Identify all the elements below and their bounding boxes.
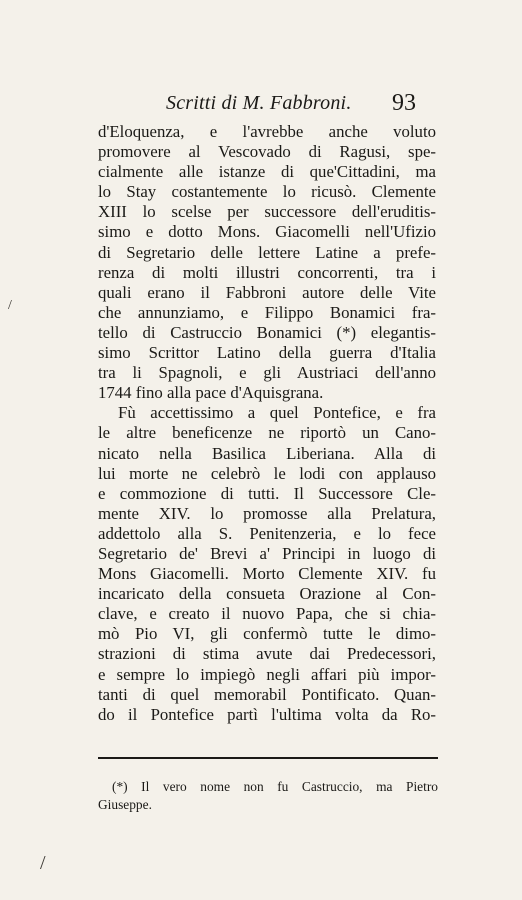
text-line: tra li Spagnoli, e gli Austriaci dell'anno: [98, 363, 436, 383]
text-line: le altre beneficenze ne riportò un Cano-: [98, 423, 436, 443]
text-line: do il Pontefice partì l'ultima volta da Ro-: [98, 704, 436, 724]
margin-tick-mark: /: [40, 852, 46, 874]
text-line: cialmente alle istanze di que'Cittadini, ma: [98, 162, 436, 182]
text-line: di Segretario delle lettere Latine a prefe-: [98, 242, 436, 262]
text-line: lo Stay costantemente lo ricusò. Clemente: [98, 182, 436, 202]
text-line: quali erano il Fabbroni autore delle Vite: [98, 282, 436, 302]
footnote-line: (*) Il vero nome non fu Castruccio, ma Pietro: [112, 779, 438, 794]
text-line: Segretario de' Brevi a' Principi in luogo di: [98, 543, 436, 563]
text-line: d'Eloquenza, e l'avrebbe anche voluto: [98, 122, 436, 141]
text-line: strazioni di stima avute dai Predecessori,: [98, 644, 436, 664]
footnote-line: Giuseppe.: [98, 797, 152, 812]
text-line: 1744 fino alla pace d'Aquisgrana.: [98, 383, 324, 403]
footnote-rule: [98, 757, 438, 759]
main-text: [98, 122, 436, 725]
text-line: clave, e creato il nuovo Papa, che si chia-: [98, 604, 436, 624]
text-line: che annunziamo, e Filippo Bonamici fra-: [98, 302, 436, 322]
text-line: renza di molti illustri concorrenti, tra i: [98, 262, 436, 282]
text-line: lui morte ne celebrò le lodi con applauso: [98, 463, 436, 483]
text-line: promovere al Vescovado di Ragusi, spe-: [98, 142, 436, 162]
text-line: simo e dotto Mons. Giacomelli nell'Ufizio: [98, 222, 436, 242]
text-line: XIII lo scelse per successore dell'eruditis-: [98, 202, 436, 222]
text-line: tello di Castruccio Bonamici (*) elegantis-: [98, 322, 436, 342]
page-number: 93: [392, 90, 416, 116]
text-line: incaricato della consueta Orazione al Con-: [98, 584, 436, 604]
text-line: addettolo alla S. Penitenzeria, e lo fece: [98, 523, 436, 543]
text-line: Fù accettissimo a quel Pontefice, e fra: [118, 403, 436, 423]
text-line: e commozione di tutti. Il Successore Cle-: [98, 483, 436, 503]
text-line: mò Pio VI, gli confermò tutte le dimo-: [98, 624, 436, 644]
text-line: simo Scrittor Latino della guerra d'Italia: [98, 343, 436, 363]
text-line: e sempre lo impiegò negli affari più impor-: [98, 664, 436, 684]
text-line: tanti di quel memorabil Pontificato. Quan-: [98, 684, 436, 704]
footnote: [98, 778, 438, 814]
margin-tick-mark: /: [8, 298, 12, 313]
text-line: mente XIV. lo promosse alla Prelatura,: [98, 503, 436, 523]
running-title: Scritti di M. Fabbroni.: [166, 92, 352, 114]
text-line: Mons Giacomelli. Morto Clemente XIV. fu: [98, 564, 436, 584]
text-line: nicato nella Basilica Liberiana. Alla di: [98, 443, 436, 463]
